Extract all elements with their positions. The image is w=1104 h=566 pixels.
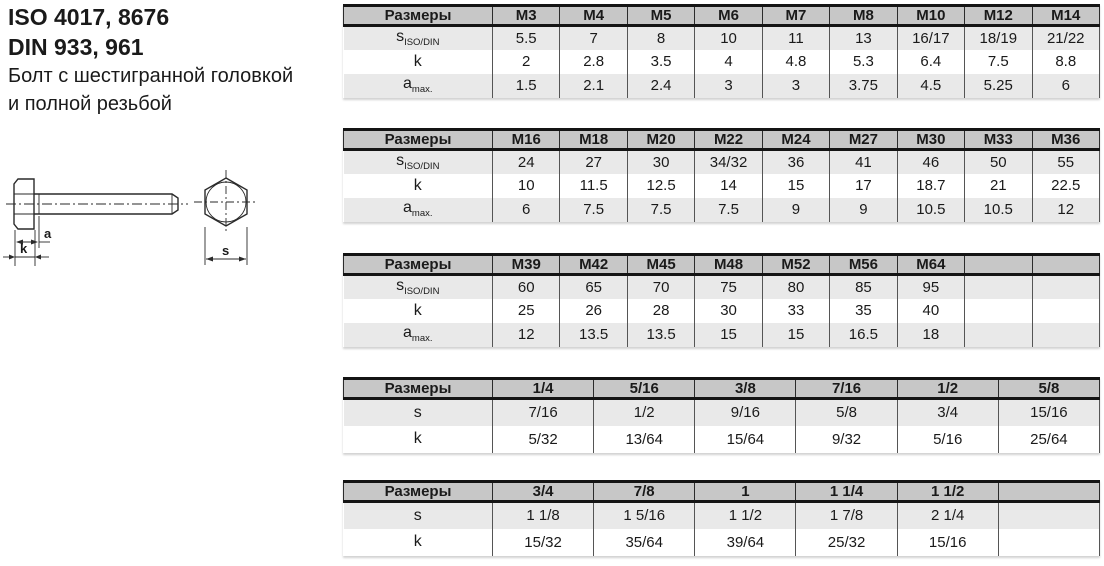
value-cell: 55 [1032, 150, 1100, 174]
value-cell: 65 [560, 275, 627, 299]
value-cell: 7.5 [965, 50, 1032, 74]
value-cell: 4.5 [897, 74, 964, 98]
row-label-k [344, 174, 493, 198]
row-label-main: a [403, 324, 412, 342]
value-cell: 15 [695, 323, 762, 347]
value-cell: 13.5 [627, 323, 694, 347]
table-2-row-a [344, 198, 1100, 222]
value-cell: 95 [897, 275, 964, 299]
table-3-header-label: Размеры [344, 255, 493, 275]
value-cell: 11.5 [560, 174, 627, 198]
value-cell: 9 [762, 198, 829, 222]
table-2-row-k [344, 174, 1100, 198]
value-cell: 22.5 [1032, 174, 1100, 198]
row-label-main: a [403, 75, 412, 93]
table-2-col-header-M33: M33 [965, 130, 1032, 150]
row-label-main: k [413, 52, 422, 70]
value-cell: 12 [1032, 198, 1100, 222]
value-cell: 5/16 [897, 426, 998, 453]
table-4-header-label: Размеры [344, 379, 493, 399]
value-cell: 24 [493, 150, 560, 174]
value-cell: 6 [1032, 74, 1100, 98]
value-cell: 25/64 [998, 426, 1099, 453]
table-3-row-s [344, 275, 1100, 299]
value-cell: 14 [695, 174, 762, 198]
dim-label-a: a [44, 226, 52, 241]
table-5-header-label: Размеры [344, 482, 493, 502]
dim-label-k: k [20, 241, 28, 256]
table-1-col-header-M5: M5 [627, 6, 694, 26]
product-name-line1: Болт с шестигранной головкой [8, 65, 294, 87]
table-3-col-header-empty [1032, 255, 1100, 275]
table-2-col-header-M20: M20 [627, 130, 694, 150]
value-cell [965, 299, 1032, 323]
table-5-col-header-7/8: 7/8 [594, 482, 695, 502]
value-cell: 39/64 [695, 529, 796, 556]
value-cell: 2 1/4 [897, 502, 998, 529]
table-3-col-header-M42: M42 [560, 255, 627, 275]
value-cell: 9/16 [695, 399, 796, 426]
size-table-2 [343, 128, 1100, 222]
value-cell [998, 529, 1099, 556]
value-cell: 5.5 [493, 26, 560, 50]
value-cell: 11 [762, 26, 829, 50]
row-label-s [344, 275, 493, 299]
value-cell: 5/32 [493, 426, 594, 453]
value-cell: 16.5 [830, 323, 897, 347]
table-1-col-header-M8: M8 [830, 6, 897, 26]
value-cell: 13/64 [594, 426, 695, 453]
value-cell: 35 [830, 299, 897, 323]
value-cell: 18.7 [897, 174, 964, 198]
value-cell: 2.4 [627, 74, 694, 98]
value-cell: 26 [560, 299, 627, 323]
value-cell: 5.3 [830, 50, 897, 74]
table-2-col-header-M16: M16 [493, 130, 560, 150]
row-label-subscript: ISO/DIN [404, 37, 440, 49]
table-4-col-header-7/16: 7/16 [796, 379, 897, 399]
value-cell: 4.8 [762, 50, 829, 74]
value-cell: 85 [830, 275, 897, 299]
value-cell: 10 [695, 26, 762, 50]
value-cell: 5/8 [796, 399, 897, 426]
value-cell: 3/4 [897, 399, 998, 426]
value-cell: 2.8 [560, 50, 627, 74]
table-1-col-header-M7: M7 [762, 6, 829, 26]
value-cell [1032, 299, 1100, 323]
value-cell [1032, 323, 1100, 347]
row-label-main: s [396, 28, 405, 46]
value-cell: 7.5 [560, 198, 627, 222]
value-cell: 6 [493, 198, 560, 222]
table-5-col-header-1 1/2: 1 1/2 [897, 482, 998, 502]
table-2-col-header-M24: M24 [762, 130, 829, 150]
value-cell: 50 [965, 150, 1032, 174]
value-cell: 2 [493, 50, 560, 74]
row-label-main: k [413, 176, 422, 194]
table-1-col-header-M10: M10 [897, 6, 964, 26]
value-cell: 60 [493, 275, 560, 299]
value-cell: 2.1 [560, 74, 627, 98]
value-cell: 1 1/8 [493, 502, 594, 529]
value-cell: 3 [762, 74, 829, 98]
table-1-row-s [344, 26, 1100, 50]
value-cell: 15 [762, 323, 829, 347]
value-cell: 30 [627, 150, 694, 174]
row-label-main: s [396, 152, 405, 170]
title-block [8, 2, 338, 118]
table-3-col-header-M39: M39 [493, 255, 560, 275]
value-cell: 40 [897, 299, 964, 323]
table-1-col-header-M6: M6 [695, 6, 762, 26]
value-cell: 36 [762, 150, 829, 174]
value-cell: 4 [695, 50, 762, 74]
value-cell: 15/16 [897, 529, 998, 556]
row-label-main: a [403, 199, 412, 217]
row-label-main: k [413, 533, 422, 550]
value-cell: 1.5 [493, 74, 560, 98]
table-4-row-s [344, 399, 1100, 426]
value-cell: 17 [830, 174, 897, 198]
value-cell [998, 502, 1099, 529]
value-cell [965, 275, 1032, 299]
value-cell: 15/64 [695, 426, 796, 453]
row-label-main: k [413, 430, 422, 447]
value-cell: 80 [762, 275, 829, 299]
table-3-col-header-M48: M48 [695, 255, 762, 275]
value-cell: 3 [695, 74, 762, 98]
value-cell [1032, 275, 1100, 299]
value-cell: 16/17 [897, 26, 964, 50]
value-cell: 9/32 [796, 426, 897, 453]
table-2-row-s [344, 150, 1100, 174]
value-cell: 6.4 [897, 50, 964, 74]
value-cell: 3.75 [830, 74, 897, 98]
table-3-col-header-empty [965, 255, 1032, 275]
value-cell: 15/32 [493, 529, 594, 556]
table-5-col-header-1 1/4: 1 1/4 [796, 482, 897, 502]
table-1-col-header-M4: M4 [560, 6, 627, 26]
value-cell: 28 [627, 299, 694, 323]
value-cell: 18 [897, 323, 964, 347]
value-cell: 41 [830, 150, 897, 174]
table-1-col-header-M3: M3 [493, 6, 560, 26]
standard-iso: ISO 4017, 8676 [8, 4, 170, 30]
table-2-col-header-M18: M18 [560, 130, 627, 150]
row-label-a [344, 74, 493, 98]
value-cell: 12.5 [627, 174, 694, 198]
table-4-row-k [344, 426, 1100, 453]
row-label-main: s [413, 506, 422, 524]
value-cell: 46 [897, 150, 964, 174]
table-3-col-header-M52: M52 [762, 255, 829, 275]
value-cell: 7.5 [695, 198, 762, 222]
value-cell: 7/16 [493, 399, 594, 426]
value-cell: 12 [493, 323, 560, 347]
table-4-col-header-5/16: 5/16 [594, 379, 695, 399]
row-label-subscript: max. [411, 84, 433, 96]
table-5-col-header-1: 1 [695, 482, 796, 502]
dim-label-s: s [222, 243, 230, 258]
row-label-k [344, 426, 493, 453]
table-5-row-s [344, 502, 1100, 529]
table-4-col-header-1/4: 1/4 [493, 379, 594, 399]
value-cell: 10.5 [965, 198, 1032, 222]
row-label-k [344, 529, 493, 556]
value-cell: 25/32 [796, 529, 897, 556]
size-table-2-grid [343, 128, 1100, 222]
value-cell: 10.5 [897, 198, 964, 222]
row-label-s [344, 26, 493, 50]
table-3-col-header-M64: M64 [897, 255, 964, 275]
row-label-subscript: max. [411, 333, 433, 345]
value-cell: 1 5/16 [594, 502, 695, 529]
row-label-main: s [396, 277, 405, 295]
table-2-col-header-M27: M27 [830, 130, 897, 150]
value-cell: 70 [627, 275, 694, 299]
value-cell: 34/32 [695, 150, 762, 174]
table-3-row-a [344, 323, 1100, 347]
table-5-col-header-empty [998, 482, 1099, 502]
value-cell: 1 1/2 [695, 502, 796, 529]
row-label-a [344, 198, 493, 222]
size-table-4 [343, 377, 1100, 453]
size-table-4-grid [343, 377, 1100, 453]
value-cell: 8.8 [1032, 50, 1100, 74]
value-cell: 10 [493, 174, 560, 198]
table-3-col-header-M45: M45 [627, 255, 694, 275]
row-label-subscript: ISO/DIN [404, 286, 440, 298]
value-cell: 21/22 [1032, 26, 1100, 50]
value-cell: 27 [560, 150, 627, 174]
row-label-subscript: ISO/DIN [404, 161, 440, 173]
table-4-col-header-3/8: 3/8 [695, 379, 796, 399]
table-1-col-header-M14: M14 [1032, 6, 1100, 26]
table-3-row-k [344, 299, 1100, 323]
size-table-3 [343, 253, 1100, 347]
value-cell: 21 [965, 174, 1032, 198]
table-2-col-header-M30: M30 [897, 130, 964, 150]
value-cell: 13 [830, 26, 897, 50]
row-label-s [344, 150, 493, 174]
value-cell: 8 [627, 26, 694, 50]
value-cell: 35/64 [594, 529, 695, 556]
value-cell: 25 [493, 299, 560, 323]
value-cell: 18/19 [965, 26, 1032, 50]
table-3-col-header-M56: M56 [830, 255, 897, 275]
value-cell: 30 [695, 299, 762, 323]
table-5-row-k [344, 529, 1100, 556]
value-cell: 7.5 [627, 198, 694, 222]
row-label-s [344, 399, 493, 426]
standard-din: DIN 933, 961 [8, 34, 144, 60]
bolt-technical-drawing [0, 163, 300, 343]
table-4-col-header-1/2: 1/2 [897, 379, 998, 399]
value-cell: 7 [560, 26, 627, 50]
table-5-col-header-3/4: 3/4 [493, 482, 594, 502]
table-2-col-header-M22: M22 [695, 130, 762, 150]
value-cell: 75 [695, 275, 762, 299]
row-label-main: s [413, 403, 422, 421]
value-cell: 5.25 [965, 74, 1032, 98]
table-2-header-label: Размеры [344, 130, 493, 150]
table-1-col-header-M12: M12 [965, 6, 1032, 26]
row-label-a [344, 323, 493, 347]
row-label-k [344, 299, 493, 323]
value-cell: 3.5 [627, 50, 694, 74]
row-label-subscript: max. [411, 208, 433, 220]
value-cell: 1/2 [594, 399, 695, 426]
value-cell: 1 7/8 [796, 502, 897, 529]
table-2-col-header-M36: M36 [1032, 130, 1100, 150]
row-label-s [344, 502, 493, 529]
table-4-col-header-5/8: 5/8 [998, 379, 1099, 399]
value-cell: 9 [830, 198, 897, 222]
size-table-1 [343, 4, 1100, 98]
size-table-3-grid [343, 253, 1100, 347]
value-cell: 15 [762, 174, 829, 198]
size-table-5 [343, 480, 1100, 556]
row-label-k [344, 50, 493, 74]
product-name-line2: и полной резьбой [8, 93, 172, 115]
table-1-row-a [344, 74, 1100, 98]
table-1-row-k [344, 50, 1100, 74]
table-1-header-label: Размеры [344, 6, 493, 26]
size-table-5-grid [343, 480, 1100, 556]
value-cell: 15/16 [998, 399, 1099, 426]
value-cell [965, 323, 1032, 347]
value-cell: 13.5 [560, 323, 627, 347]
size-table-1-grid [343, 4, 1100, 98]
row-label-main: k [413, 301, 422, 319]
value-cell: 33 [762, 299, 829, 323]
